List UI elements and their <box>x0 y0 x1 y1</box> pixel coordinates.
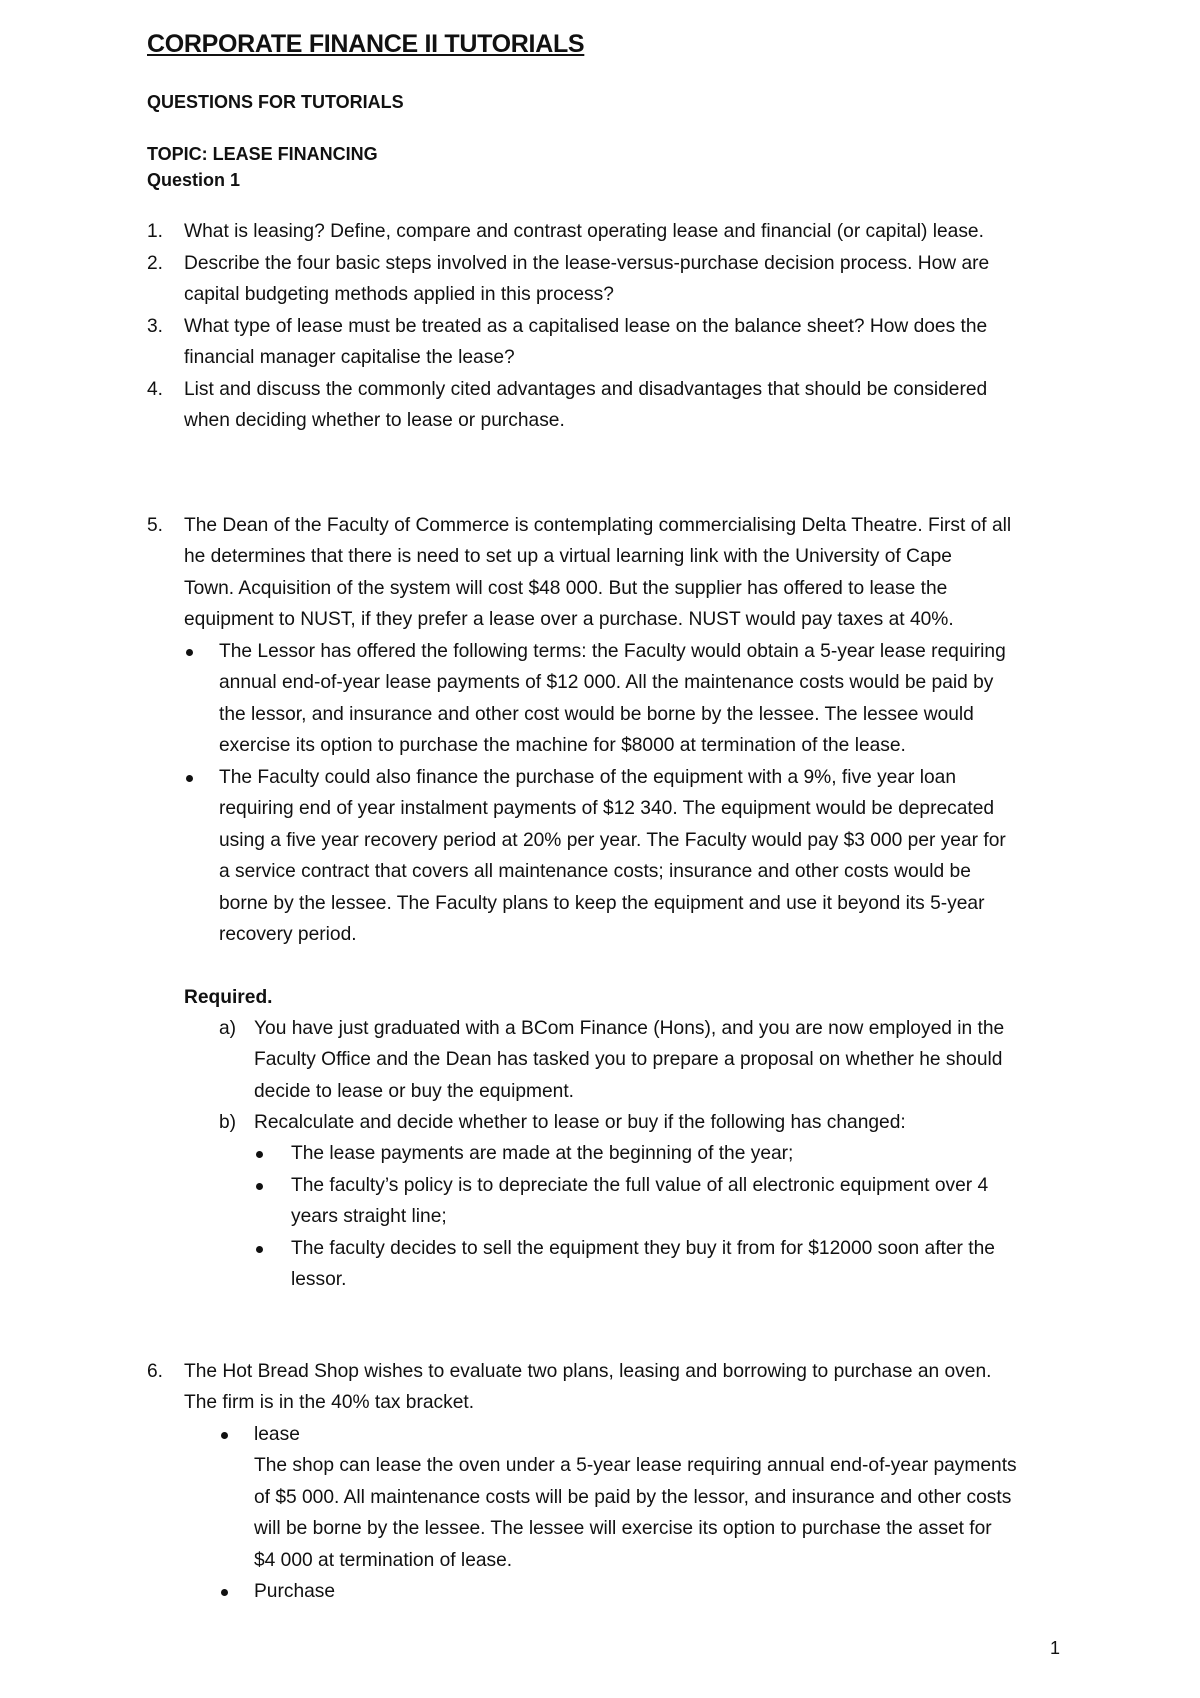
question-number: 5. <box>147 515 164 536</box>
item-text: What type of lease must be treated as a capitalised lease on the balance sheet? How does the <box>184 316 988 337</box>
question-text: he determines that there is need to set up a virtual learning link with the University of Cape <box>184 546 952 567</box>
sub-bullet-text: The faculty’s policy is to depreciate the full value of all electronic equipment over 4 <box>291 1175 989 1196</box>
bullet-icon <box>256 1151 263 1158</box>
bullet-text: the lessor, and insurance and other cost would be borne by the lessee. The lessee would <box>219 704 974 725</box>
item-number: 4. <box>147 379 164 400</box>
lease-text: The shop can lease the oven under a 5-year lease requiring annual end-of-year payments <box>254 1455 1017 1476</box>
bullet-icon <box>186 649 193 656</box>
sub-bullet-text: lessor. <box>291 1269 347 1290</box>
bullet-text: The Lessor has offered the following terms: the Faculty would obtain a 5-year lease requiring <box>219 641 1006 662</box>
item-text: financial manager capitalise the lease? <box>184 347 515 368</box>
item-text: capital budgeting methods applied in this process? <box>184 284 614 305</box>
bullet-text: a service contract that covers all maintenance costs; insurance and other costs would be <box>219 861 971 882</box>
question-heading: Question 1 <box>147 170 241 190</box>
item-number: 3. <box>147 316 164 337</box>
bullet-text: using a five year recovery period at 20% per year. The Faculty would pay $3 000 per year for <box>219 830 1006 851</box>
item-number: 2. <box>147 253 164 274</box>
item-number: 1. <box>147 221 164 242</box>
question-text: equipment to NUST, if they prefer a lease over a purchase. NUST would pay taxes at 40%. <box>184 609 954 630</box>
bullet-text: borne by the lessee. The Faculty plans to keep the equipment and use it beyond its 5-year <box>219 893 985 914</box>
sub-bullet-text: The lease payments are made at the beginning of the year; <box>291 1143 794 1164</box>
lease-label: lease <box>254 1424 300 1445</box>
bullet-icon <box>221 1589 228 1596</box>
bullet-text: The Faculty could also finance the purchase of the equipment with a 9%, five year loan <box>219 767 957 788</box>
question-text: The Hot Bread Shop wishes to evaluate two plans, leasing and borrowing to purchase an oven. <box>184 1361 992 1382</box>
purchase-label: Purchase <box>254 1581 336 1602</box>
part-text: Faculty Office and the Dean has tasked you to prepare a proposal on whether he should <box>254 1049 1003 1070</box>
item-text: Describe the four basic steps involved in the lease-versus-purchase decision process. How are <box>184 253 990 274</box>
question-text: The Dean of the Faculty of Commerce is contemplating commercialising Delta Theatre. First of all <box>184 515 1012 536</box>
bullet-icon <box>186 775 193 782</box>
required-label: Required. <box>184 987 273 1008</box>
item-text: What is leasing? Define, compare and contrast operating lease and financial (or capital) lease. <box>184 221 984 242</box>
item-text: List and discuss the commonly cited advantages and disadvantages that should be considered <box>184 379 988 400</box>
topic-heading: TOPIC: LEASE FINANCING <box>147 144 378 164</box>
bullet-text: recovery period. <box>219 924 357 945</box>
part-label: a) <box>219 1018 237 1039</box>
question-number: 6. <box>147 1361 164 1382</box>
bullet-icon <box>221 1432 228 1439</box>
document-title: CORPORATE FINANCE II TUTORIALS <box>147 30 585 58</box>
part-label: b) <box>219 1112 237 1133</box>
bullet-icon <box>256 1183 263 1190</box>
subtitle: QUESTIONS FOR TUTORIALS <box>147 92 404 112</box>
bullet-icon <box>256 1246 263 1253</box>
part-text: decide to lease or buy the equipment. <box>254 1081 575 1102</box>
part-text: Recalculate and decide whether to lease or buy if the following has changed: <box>254 1112 906 1133</box>
part-text: You have just graduated with a BCom Finance (Hons), and you are now employed in the <box>254 1018 1005 1039</box>
question-text: Town. Acquisition of the system will cost $48 000. But the supplier has offered to lease the <box>184 578 948 599</box>
bullet-text: annual end-of-year lease payments of $12 000. All the maintenance costs would be paid by <box>219 672 994 693</box>
lease-text: of $5 000. All maintenance costs will be paid by the lessor, and insurance and other costs <box>254 1487 1012 1508</box>
bullet-text: requiring end of year instalment payments of $12 340. The equipment would be deprecated <box>219 798 995 819</box>
question-text: The firm is in the 40% tax bracket. <box>184 1392 475 1413</box>
item-text: when deciding whether to lease or purchase. <box>184 410 565 431</box>
sub-bullet-text: The faculty decides to sell the equipment they buy it from for $12000 soon after the <box>291 1238 995 1259</box>
sub-bullet-text: years straight line; <box>291 1206 447 1227</box>
lease-text: $4 000 at termination of lease. <box>254 1550 513 1571</box>
page-number: 1 <box>1049 1638 1060 1658</box>
bullet-text: exercise its option to purchase the machine for $8000 at termination of the lease. <box>219 735 906 756</box>
lease-text: will be borne by the lessee. The lessee will exercise its option to purchase the asset for <box>254 1518 992 1539</box>
